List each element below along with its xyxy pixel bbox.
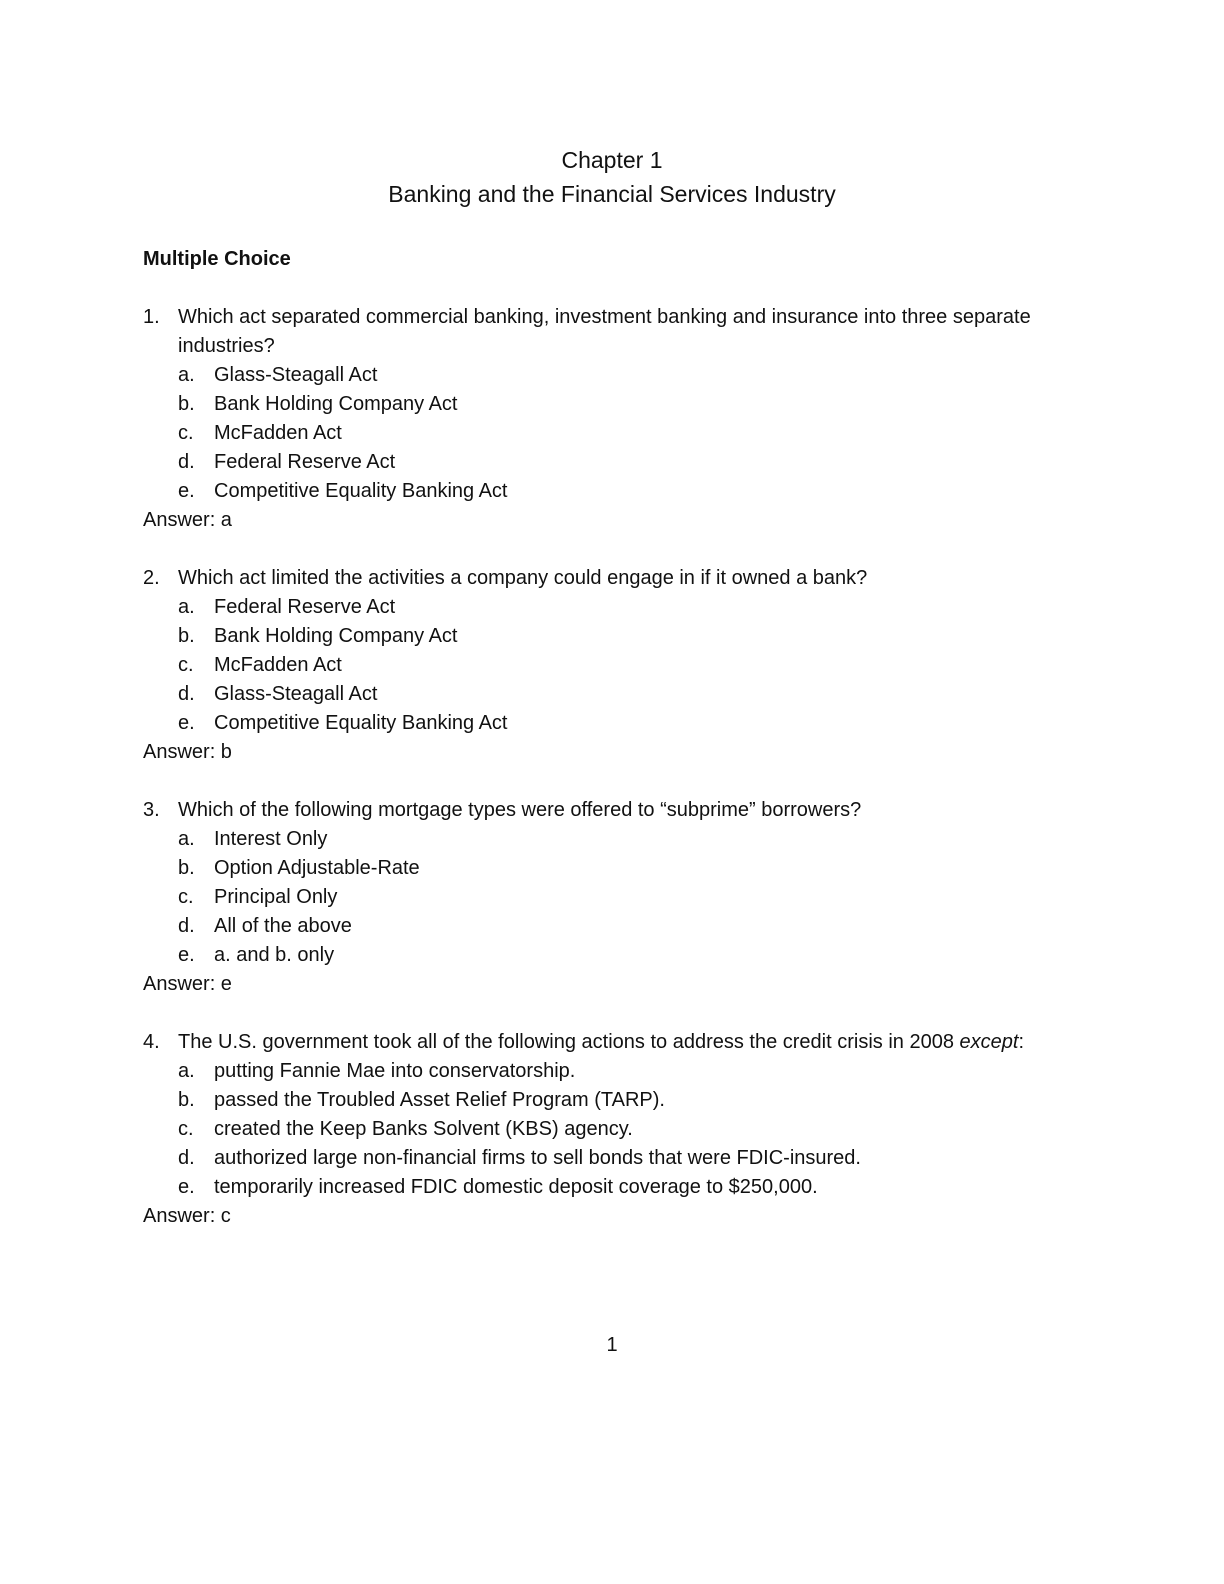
page-number: 1 xyxy=(606,1334,618,1356)
question-4 xyxy=(143,1028,1063,1231)
option-letter: a. xyxy=(178,364,195,386)
question-text-emphasis: except xyxy=(959,1031,1019,1053)
option-letter: d. xyxy=(178,451,195,473)
option-letter: c. xyxy=(178,886,194,908)
question-number: 1. xyxy=(143,306,160,328)
option-letter: b. xyxy=(178,625,195,647)
answer-option xyxy=(143,1086,1063,1115)
option-text: authorized large non-financial firms to sell bonds that were FDIC-insured. xyxy=(214,1147,861,1169)
question-stem xyxy=(143,303,1063,361)
option-text: Interest Only xyxy=(214,828,328,850)
option-letter: e. xyxy=(178,944,195,966)
answer-option xyxy=(143,390,1063,419)
question-text-end: : xyxy=(1018,1031,1025,1053)
question-text: The U.S. government took all of the following actions to address the credit crisis in 2008 xyxy=(178,1031,960,1053)
answer-option xyxy=(143,448,1063,477)
option-text: Bank Holding Company Act xyxy=(214,625,458,647)
question-3 xyxy=(143,796,1063,999)
option-letter: d. xyxy=(178,683,195,705)
option-text: Glass-Steagall Act xyxy=(214,683,378,705)
answer-option xyxy=(143,651,1063,680)
option-letter: c. xyxy=(178,1118,194,1140)
question-2 xyxy=(143,564,1063,767)
answer-option xyxy=(143,825,1063,854)
answer-option xyxy=(143,912,1063,941)
answer-option xyxy=(143,593,1063,622)
answer-option xyxy=(143,709,1063,738)
question-text: Which of the following mortgage types were offered to “subprime” borrowers? xyxy=(178,799,862,821)
option-letter: d. xyxy=(178,915,195,937)
option-text: Glass-Steagall Act xyxy=(214,364,378,386)
answer-option xyxy=(143,680,1063,709)
option-text: Bank Holding Company Act xyxy=(214,393,458,415)
option-letter: b. xyxy=(178,393,195,415)
option-text: Option Adjustable-Rate xyxy=(214,857,420,879)
question-text: Which act limited the activities a company could engage in if it owned a bank? xyxy=(178,567,868,589)
question-text: Which act separated commercial banking, investment banking and insurance into three separate industries? xyxy=(178,306,1031,357)
question-stem xyxy=(143,796,1063,825)
answer-option xyxy=(143,854,1063,883)
answer-option xyxy=(143,1057,1063,1086)
option-letter: a. xyxy=(178,596,195,618)
option-letter: c. xyxy=(178,422,194,444)
option-text: passed the Troubled Asset Relief Program (TARP). xyxy=(214,1089,665,1111)
answer-key: Answer: b xyxy=(143,741,232,763)
question-stem xyxy=(143,564,1063,593)
option-text: Competitive Equality Banking Act xyxy=(214,712,508,734)
section-heading: Multiple Choice xyxy=(143,248,291,270)
answer-option xyxy=(143,941,1063,970)
question-stem xyxy=(143,1028,1063,1057)
answer-option xyxy=(143,1144,1063,1173)
chapter-title: Banking and the Financial Services Industry xyxy=(388,181,836,207)
option-text: created the Keep Banks Solvent (KBS) agency. xyxy=(214,1118,633,1140)
answer-option xyxy=(143,419,1063,448)
option-text: Competitive Equality Banking Act xyxy=(214,480,508,502)
option-letter: c. xyxy=(178,654,194,676)
option-letter: e. xyxy=(178,1176,195,1198)
question-number: 2. xyxy=(143,567,160,589)
option-letter: d. xyxy=(178,1147,195,1169)
option-text: All of the above xyxy=(214,915,352,937)
option-letter: a. xyxy=(178,1060,195,1082)
answer-option xyxy=(143,883,1063,912)
question-number: 4. xyxy=(143,1031,160,1053)
option-text: McFadden Act xyxy=(214,422,342,444)
question-number: 3. xyxy=(143,799,160,821)
question-1 xyxy=(143,303,1063,535)
answer-option xyxy=(143,361,1063,390)
option-letter: e. xyxy=(178,712,195,734)
option-text: Principal Only xyxy=(214,886,338,908)
option-text: McFadden Act xyxy=(214,654,342,676)
answer-key: Answer: c xyxy=(143,1205,231,1227)
option-text: a. and b. only xyxy=(214,944,335,966)
option-text: temporarily increased FDIC domestic deposit coverage to $250,000. xyxy=(214,1176,818,1198)
option-text: Federal Reserve Act xyxy=(214,451,396,473)
answer-option xyxy=(143,1173,1063,1202)
option-letter: b. xyxy=(178,1089,195,1111)
answer-option xyxy=(143,477,1063,506)
option-letter: a. xyxy=(178,828,195,850)
answer-option xyxy=(143,1115,1063,1144)
answer-key: Answer: e xyxy=(143,973,232,995)
option-letter: e. xyxy=(178,480,195,502)
option-text: Federal Reserve Act xyxy=(214,596,396,618)
answer-option xyxy=(143,622,1063,651)
answer-key: Answer: a xyxy=(143,509,232,531)
option-letter: b. xyxy=(178,857,195,879)
option-text: putting Fannie Mae into conservatorship. xyxy=(214,1060,576,1082)
chapter-label: Chapter 1 xyxy=(561,147,663,173)
